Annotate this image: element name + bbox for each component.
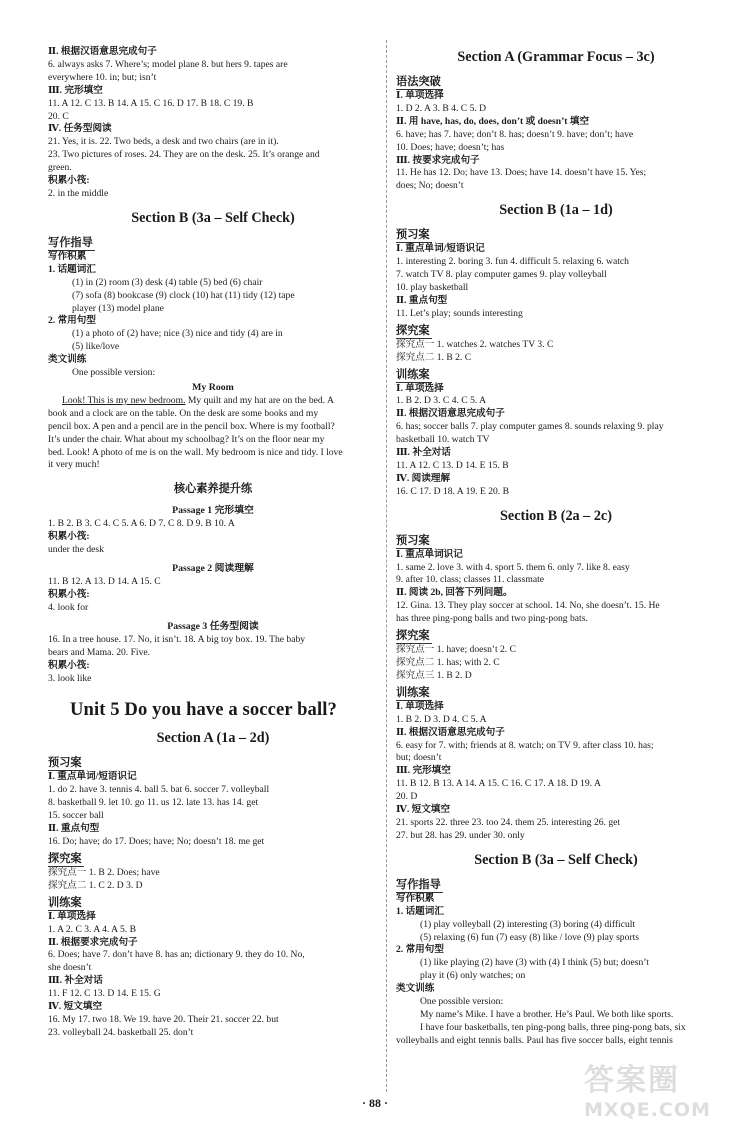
text-line: Ⅱ. 阅读 2b, 回答下列问题。: [396, 587, 513, 599]
text-line: she doesn’t: [48, 962, 92, 974]
section-title: Section B (1a – 1d): [499, 202, 613, 219]
text-line: 2. 常用句型: [396, 944, 444, 956]
right-block-1: [396, 90, 716, 193]
text-line: Ⅱ. 重点句型: [48, 823, 100, 835]
text-line: bed. Look! A photo of me is on the wall. My bedroom is nice and tidy. I love: [48, 446, 343, 458]
text-line: 积累小筏:: [48, 175, 90, 187]
text-line: (1) a photo of (2) have; nice (3) nice and tidy (4) are in: [72, 328, 283, 340]
text-line: 探究点二 1. B 2. C: [396, 351, 472, 363]
training-tag: 训练案: [396, 368, 430, 381]
text-line: 1. do 2. have 3. tennis 4. ball 5. bat 6. soccer 7. volleyball: [48, 784, 270, 796]
text-line: 类文训练: [396, 983, 435, 995]
text-line: 类文训练: [48, 354, 87, 366]
text-line: 11. A 12. C 13. D 14. E 15. B: [396, 459, 509, 471]
right-block-2: [396, 243, 716, 320]
text-line: Ⅳ. 短文填空: [396, 804, 451, 816]
text-line: 1. A 2. C 3. A 4. A 5. B: [48, 923, 136, 935]
explore-tag: 探究案: [48, 852, 82, 865]
right-block-4: [396, 383, 716, 499]
text-line: 1. B 2. D 3. C 4. C 5. A: [396, 395, 487, 407]
text-line: Ⅳ. 短文填空: [48, 1001, 103, 1013]
left-block-3: [48, 518, 378, 557]
text-line: Ⅲ. 补全对话: [396, 447, 451, 459]
text-line: 15. soccer ball: [48, 810, 104, 822]
text-line: 1. 话题词汇: [396, 905, 444, 917]
writing-guide-tag: 写作指导: [396, 878, 441, 891]
text-line: (7) sofa (8) bookcase (9) clock (10) hat (11) tidy (12) tape: [72, 289, 295, 301]
text-line: green.: [48, 162, 72, 174]
training-tag: 训练案: [396, 686, 430, 699]
left-block-5: [48, 634, 378, 686]
text-line: Ⅰ. 单项选择: [396, 700, 444, 712]
essay-title: My Room: [192, 381, 234, 393]
watermark-title: 答案圈: [584, 1063, 680, 1098]
text-line: One possible version:: [420, 996, 504, 1008]
text-line: 探究点三 1. B 2. D: [396, 669, 472, 681]
left-block-7: [48, 867, 378, 893]
text-line: 1. 话题词汇: [48, 263, 96, 275]
text-line: it very much!: [48, 459, 100, 471]
essay-first-rest: My quilt and my hat are on the bed. A: [185, 394, 334, 406]
text-line: (1) like playing (2) have (3) with (4) I think (5) but; doesn’t: [420, 957, 649, 969]
text-line: It’s under the chair. What about my schoolbag? It’s on the floor near my: [48, 433, 325, 445]
text-line: but; doesn’t: [396, 752, 442, 764]
text-line: Ⅱ. 根据要求完成句子: [48, 936, 138, 948]
essay-first-line: [48, 395, 378, 408]
text-line: Ⅰ. 单项选择: [48, 910, 96, 922]
preview-tag: 预习案: [396, 534, 430, 547]
core-literacy-title: 核心素养提升练: [173, 483, 253, 496]
text-line: 16. In a tree house. 17. No, it isn’t. 18. A big toy box. 19. The baby: [48, 633, 306, 645]
column-divider: [386, 40, 387, 1092]
text-line: under the desk: [48, 544, 104, 556]
text-line: Ⅱ. 根据汉语意思完成句子: [48, 46, 157, 57]
text-line: 积累小筏:: [48, 659, 90, 671]
left-column: [48, 46, 378, 1040]
text-line: (1) in (2) room (3) desk (4) table (5) bed (6) chair: [72, 276, 263, 288]
text-line: 9. after 10. class; classes 11. classmate: [396, 574, 545, 586]
preview-tag: 预习案: [396, 229, 430, 242]
text-line: 6. have; has 7. have; don’t 8. has; doesn’t 9. have; don’t; have: [396, 128, 634, 140]
passage-heading: Passage 3 任务型阅读: [167, 620, 259, 632]
left-block-6: [48, 771, 378, 848]
section-title: Section A (1a – 2d): [156, 730, 270, 747]
right-block-3: [396, 339, 716, 365]
training-tag: 训练案: [48, 896, 82, 909]
text-line: Ⅳ. 阅读理解: [396, 472, 451, 484]
essay-body: [48, 408, 378, 473]
text-line: 写作积累: [396, 892, 435, 904]
text-line: 写作积累: [48, 250, 87, 262]
text-line: does; No; doesn’t: [396, 180, 464, 192]
text-line: 16. C 17. D 18. A 19. E 20. B: [396, 485, 510, 497]
text-line: 6. has; soccer balls 7. play computer games 8. sounds relaxing 9. play: [396, 421, 664, 433]
text-line: Ⅰ. 单项选择: [396, 90, 444, 101]
watermark-logo: [584, 1055, 734, 1121]
text-line: 11. A 12. C 13. B 14. A 15. C 16. D 17. B 18. C 19. B: [48, 97, 254, 109]
section-title: Section B (3a – Self Check): [474, 851, 638, 868]
right-column: [396, 46, 716, 1048]
text-line: Ⅱ. 根据汉语意思完成句子: [396, 408, 505, 420]
passage-heading: Passage 2 阅读理解: [172, 563, 254, 575]
text-line: (1) play volleyball (2) interesting (3) boring (4) difficult: [420, 918, 636, 930]
right-block-5: [396, 549, 716, 626]
text-line: Ⅰ. 单项选择: [396, 382, 444, 394]
passage-heading: Passage 1 完形填空: [172, 505, 254, 517]
text-line: I have four basketballs, ten ping-pong balls, three ping-pong bats, six: [420, 1021, 686, 1033]
text-line: book and a clock are on the table. On the desk are some books and my: [48, 407, 319, 419]
text-line: 10. Does; have; doesn’t; has: [396, 141, 505, 153]
text-line: 7. watch TV 8. play computer games 9. play volleyball: [396, 269, 607, 281]
text-line: Ⅱ. 用 have, has, do, does, don’t 或 doesn’t 填空: [396, 115, 590, 127]
text-line: Ⅰ. 重点单词识记: [396, 548, 463, 560]
text-line: 20. D: [396, 791, 418, 803]
right-block-8: [396, 893, 716, 1048]
text-line: play it (6) only watches; on: [420, 970, 526, 982]
text-line: basketball 10. watch TV: [396, 434, 490, 446]
text-line: 探究点一 1. have; doesn’t 2. C: [396, 644, 517, 656]
text-line: 1. interesting 2. boring 3. fun 4. difficult 5. relaxing 6. watch: [396, 256, 629, 268]
section-title: Section B (2a – 2c): [500, 507, 612, 524]
essay-underlined-sentence: Look! This is my new bedroom.: [62, 394, 186, 406]
text-line: 积累小筏:: [48, 531, 90, 543]
text-line: pencil box. A pen and a pencil are in the pencil box. Where is my football?: [48, 420, 335, 432]
text-line: Ⅳ. 任务型阅读: [48, 123, 112, 135]
text-line: 16. My 17. two 18. We 19. have 20. Their 21. soccer 22. but: [48, 1013, 279, 1025]
text-line: 11. B 12. A 13. D 14. A 15. C: [48, 576, 161, 588]
text-line: (5) like/love: [72, 341, 120, 353]
text-line: 2. in the middle: [48, 187, 109, 199]
left-block-1: [48, 46, 378, 201]
watermark-url: MXQE.COM: [584, 1099, 711, 1121]
preview-tag: 预习案: [48, 757, 82, 770]
text-line: Ⅱ. 根据汉语意思完成句子: [396, 726, 505, 738]
left-block-8: [48, 911, 378, 1040]
text-line: 8. basketball 9. let 10. go 11. us 12. late 13. has 14. get: [48, 797, 259, 809]
grammar-tag: 语法突破: [396, 76, 441, 88]
text-line: Ⅰ. 重点单词/短语识记: [48, 771, 137, 783]
text-line: (5) relaxing (6) fun (7) easy (8) like / love (9) play sports: [420, 931, 639, 943]
text-line: My name’s Mike. I have a brother. He’s Paul. We both like sports.: [420, 1008, 674, 1020]
text-line: 11. B 12. B 13. A 14. A 15. C 16. C 17. A 18. D 19. A: [396, 778, 601, 790]
text-line: 20. C: [48, 110, 69, 122]
text-line: 21. sports 22. three 23. too 24. them 25. interesting 26. get: [396, 816, 621, 828]
text-line: bears and Mama. 20. Five.: [48, 646, 151, 658]
text-line: One possible version:: [72, 367, 156, 379]
text-line: 4. look for: [48, 601, 89, 613]
text-line: 1. B 2. B 3. C 4. C 5. A 6. D 7. C 8. D 9. B 10. A: [48, 518, 235, 530]
text-line: 3. look like: [48, 672, 92, 684]
text-line: 探究点二 1. has; with 2. C: [396, 657, 500, 668]
right-block-6: [396, 644, 716, 683]
text-line: 探究点一 1. B 2. Does; have: [48, 866, 160, 878]
text-line: 12. Gina. 13. They play soccer at school. 14. No, she doesn’t. 15. He: [396, 600, 660, 612]
unit-title: Unit 5 Do you have a soccer ball?: [70, 699, 337, 721]
text-line: Ⅲ. 按要求完成句子: [396, 154, 480, 166]
text-line: 21. Yes, it is. 22. Two beds, a desk and two chairs (are in it).: [48, 136, 279, 148]
text-line: Ⅲ. 补全对话: [48, 975, 103, 987]
text-line: 27. but 28. has 29. under 30. only: [396, 829, 525, 841]
text-line: Ⅲ. 完形填空: [48, 84, 103, 96]
text-line: 1. same 2. love 3. with 4. sport 5. them 6. only 7. like 8. easy: [396, 561, 630, 573]
text-line: everywhere 10. in; but; isn’t: [48, 71, 157, 83]
explore-tag: 探究案: [396, 324, 430, 337]
right-block-7: [396, 701, 716, 843]
left-block-2: [48, 251, 378, 380]
text-line: Ⅱ. 重点句型: [396, 294, 448, 306]
section-title: Section A (Grammar Focus – 3c): [457, 49, 655, 65]
text-line: 1. D 2. A 3. B 4. C 5. D: [396, 102, 487, 114]
text-line: 6. easy for 7. with; friends at 8. watch; on TV 9. after class 10. has;: [396, 739, 654, 751]
text-line: has three ping-pong balls and two ping-pong bats.: [396, 613, 588, 625]
explore-tag: 探究案: [396, 630, 430, 643]
writing-guide-tag: 写作指导: [48, 236, 93, 249]
text-line: 积累小筏:: [48, 589, 90, 600]
text-line: Ⅰ. 重点单词/短语识记: [396, 243, 485, 255]
text-line: 23. volleyball 24. basketball 25. don’t: [48, 1026, 194, 1038]
text-line: player (13) model plane: [72, 302, 164, 314]
section-title: Section B (3a – Self Check): [131, 209, 295, 226]
text-line: 探究点一 1. watches 2. watches TV 3. C: [396, 338, 554, 350]
page-number: · 88 ·: [361, 1096, 388, 1110]
text-line: volleyballs and eight tennis balls. Paul has five soccer balls, eight tennis: [396, 1034, 673, 1046]
text-line: 6. always asks 7. Where’s; model plane 8. but hers 9. tapes are: [48, 58, 288, 70]
text-line: Ⅲ. 完形填空: [396, 765, 451, 777]
text-line: 6. Does; have 7. don’t have 8. has an; dictionary 9. they do 10. No,: [48, 949, 305, 961]
text-line: 11. He has 12. Do; have 13. Does; have 14. doesn’t have 15. Yes;: [396, 167, 647, 179]
text-line: 10. play basketball: [396, 281, 469, 293]
text-line: 11. Let’s play; sounds interesting: [396, 307, 523, 319]
text-line: 探究点二 1. C 2. D 3. D: [48, 879, 143, 891]
text-line: 16. Do; have; do 17. Does; have; No; doesn’t 18. me get: [48, 835, 265, 847]
text-line: 2. 常用句型: [48, 315, 96, 327]
text-line: 23. Two pictures of roses. 24. They are on the desk. 25. It’s orange and: [48, 149, 320, 161]
text-line: 11. F 12. C 13. D 14. E 15. G: [48, 988, 161, 1000]
left-block-4: [48, 576, 378, 615]
text-line: 1. B 2. D 3. D 4. C 5. A: [396, 713, 487, 725]
